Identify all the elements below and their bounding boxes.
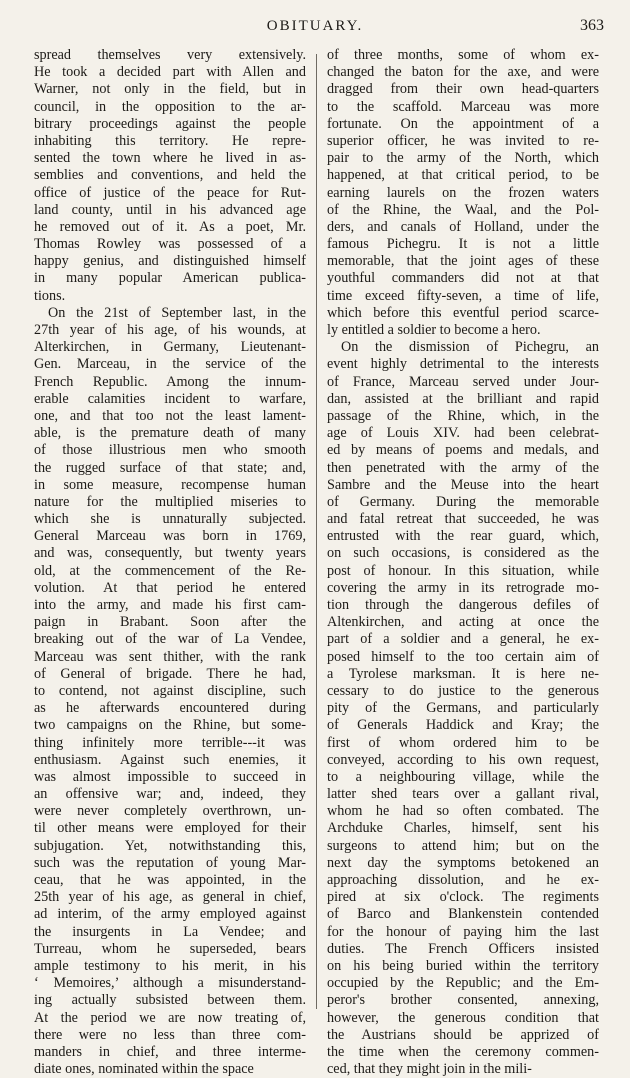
text-line: age of Louis XIV. had been celebrat- <box>327 425 599 442</box>
text-line: French Republic. Among the innum- <box>34 373 306 390</box>
text-line: into the army, and made his first cam- <box>34 597 306 613</box>
column-divider <box>316 54 317 1009</box>
text-line: superior officer, he was invited to re- <box>327 132 599 149</box>
page-number: 363 <box>580 17 604 34</box>
text-line: then penetrated with the army of the <box>327 459 599 476</box>
text-line: bitrary proceedings against the people <box>34 115 306 132</box>
text-line: as he afterwards encountered during <box>34 700 306 717</box>
text-line: nature for the multiplied miseries to <box>34 493 306 510</box>
text-line: Alterkirchen, in Germany, Lieutenant- <box>34 339 306 356</box>
text-line: which before this eventful period scarce- <box>327 304 599 321</box>
text-line: duties. The French Officers insisted <box>327 940 599 957</box>
text-line: sented the town where he lived in as- <box>34 150 306 167</box>
text-line: diate ones, nominated within the space <box>34 1061 254 1078</box>
text-line: ed by means of poems and medals, and <box>327 442 599 459</box>
text-line: were never completely overthrown, un- <box>34 803 306 820</box>
text-line: happy genius, and distinguished himself <box>34 253 306 270</box>
text-line: ceau, that he was appointed, in the <box>34 872 306 888</box>
text-line: Marceau was sent thither, with the rank <box>34 648 306 665</box>
text-line: famous Pichegru. It is not a little <box>327 236 599 253</box>
text-line: pired at six o'clock. The regiments <box>327 889 599 906</box>
text-line: enthusiasm. Against such enemies, it <box>34 751 306 768</box>
text-line: first of whom ordered him to be <box>327 734 599 751</box>
text-line: of three months, some of whom ex- <box>327 47 599 63</box>
text-line: two campaigns on the Rhine, but some- <box>34 717 306 734</box>
text-line: General Marceau was born in 1769, <box>34 528 306 545</box>
text-line: of those illustrious men who smooth <box>34 442 306 459</box>
text-line: posed himself to the too certain aim of <box>327 648 599 665</box>
text-line: semblies and conventions, and held the <box>34 167 306 184</box>
text-line: youthful commanders did not at that <box>327 270 599 287</box>
text-line: Warner, not only in the field, but in <box>34 81 306 98</box>
text-line: Sambre and the Meuse into the heart <box>327 476 599 493</box>
text-line: the time when the ceremony commen- <box>327 1043 599 1060</box>
text-line: erable calamities incident to warfare, <box>34 390 306 407</box>
text-line: post of honour. In this situation, while <box>327 562 599 579</box>
text-line: however, the generous condition that <box>327 1009 599 1026</box>
text-line: inhabiting this territory. He repre- <box>34 132 306 149</box>
text-line: Archduke Charles, himself, sent his <box>327 820 599 837</box>
text-line: passage of the Rhine, which, in the <box>327 407 599 424</box>
text-line: such was the reputation of young Mar- <box>34 854 306 871</box>
text-line: of France, Marceau served under Jour- <box>327 373 599 390</box>
text-line: ad interim, of the army employed against <box>34 906 306 923</box>
text-line: ders, and canals of Holland, under the <box>327 218 599 235</box>
text-line: til other means were employed for their <box>34 820 306 837</box>
text-line: Gen. Marceau, in the service of the <box>34 356 306 373</box>
text-line: changed the baton for the axe, and were <box>327 64 599 81</box>
text-line: breaking out of the war of La Vendee, <box>34 631 306 648</box>
text-line: spread themselves very extensively. <box>34 47 306 63</box>
text-line: entrusted with the rear guard, which, <box>327 528 599 545</box>
text-line: occupied by the Republic; and the Em- <box>327 975 599 992</box>
text-line: able, is the premature death of many <box>34 425 306 442</box>
text-line: time exceed fifty-seven, a time of life, <box>327 287 599 304</box>
text-line: On the dismission of Pichegru, an <box>341 339 599 356</box>
text-line: whom he had so often combated. The <box>327 803 599 820</box>
text-line: on his being buried within the territory <box>327 957 599 974</box>
text-line: dragged from their own head-quarters <box>327 81 599 98</box>
text-line: manders in chief, and three interme- <box>34 1043 306 1060</box>
page-header <box>0 14 630 44</box>
text-line: to the scaffold. Marceau was more <box>327 98 599 115</box>
text-line: ing actually subsisted between them. <box>34 992 306 1009</box>
text-line: conveyed, according to his own request, <box>327 751 599 768</box>
text-line: dan, assisted at the brilliant and rapid <box>327 390 599 407</box>
text-line: event highly detrimental to the interests <box>327 356 599 373</box>
text-line: the rugged surface of that state; and, <box>34 459 306 476</box>
text-line: 25th year of his age, as general in chief, <box>34 889 306 906</box>
text-line: Turreau, whom he superseded, bears <box>34 940 306 957</box>
text-line: 27th year of his age, of his wounds, at <box>34 322 306 338</box>
text-line: office of justice of the peace for Rut- <box>34 184 306 201</box>
text-line: the Austrians should be apprized of <box>327 1026 599 1043</box>
text-line: of Barco and Blankenstein contended <box>327 906 599 923</box>
text-line: pair to the army of the North, which <box>327 150 599 167</box>
text-line: happened, at that critical period, to be <box>327 167 599 184</box>
text-line: part of a soldier and a general, he ex- <box>327 631 599 648</box>
text-line: subjugation. Yet, notwithstanding this, <box>34 837 306 854</box>
text-line: in many popular American publica- <box>34 270 306 287</box>
text-line: old, at the commencement of the Re- <box>34 562 306 579</box>
text-line: he removed out of it. As a poet, Mr. <box>34 218 306 235</box>
text-line: tions. <box>34 287 66 304</box>
text-line: of Generals Haddick and Kray; the <box>327 717 599 734</box>
text-line: of Germany. During the memorable <box>327 493 599 510</box>
text-line: thing infinitely more terrible---it was <box>34 734 306 751</box>
text-line: ced, that they might join in the mili- <box>327 1061 532 1078</box>
text-line: in some measure, recompense human <box>34 476 306 493</box>
text-line: latter shed tears over a gallant rival, <box>327 786 599 803</box>
text-line: which she is unnaturally subjected. <box>34 511 306 528</box>
text-line: Altenkirchen, and acting at once the <box>327 614 599 631</box>
text-line: He took a decided part with Allen and <box>34 64 306 81</box>
text-line: tion through the dangerous defiles of <box>327 597 599 613</box>
text-line: of the Rhine, the Waal, and the Pol- <box>327 201 599 218</box>
text-line: memorable, that the joint ages of these <box>327 253 599 270</box>
text-line: council, in the opposition to the ar- <box>34 98 306 115</box>
text-line: a Tyrolese marksman. It is here ne- <box>327 665 599 682</box>
text-line: for the honour of paying him the last <box>327 923 599 940</box>
text-line: earning laurels on the frozen waters <box>327 184 599 201</box>
text-line: On the 21st of September last, in the <box>48 304 306 321</box>
text-line: land county, until in his advanced age <box>34 201 306 218</box>
text-line: surgeons to attend him; but on the <box>327 837 599 854</box>
text-line: pity of the Germans, and particularly <box>327 700 599 717</box>
text-line: volution. At that period he entered <box>34 579 306 596</box>
text-line: ‘ Memoires,’ although a misunderstand- <box>34 975 306 992</box>
left-column <box>34 47 306 1078</box>
text-line: and fatal retreat that succeeded, he was <box>327 511 599 528</box>
text-line: fortunate. On the appointment of a <box>327 115 599 132</box>
text-line: ly entitled a soldier to become a hero. <box>327 322 541 338</box>
text-line: to a neighbouring village, while the <box>327 768 599 785</box>
text-line: was almost impossible to succeed in <box>34 768 306 785</box>
text-line: the insurgents in La Vendee; and <box>34 923 306 940</box>
text-line: of General of brigade. There he had, <box>34 665 306 682</box>
text-line: approaching dissolution, and he ex- <box>327 872 599 888</box>
text-line: one, and that too not the least lament- <box>34 407 306 424</box>
text-line: ample testimony to his merit, in his <box>34 957 306 974</box>
text-line: next day the symptoms betokened an <box>327 854 599 871</box>
text-line: paign in Brabant. Soon after the <box>34 614 306 631</box>
text-line: cessary to do justice to the generous <box>327 682 599 699</box>
text-line: At the period we are now treating of, <box>34 1009 306 1026</box>
running-title: OBITUARY. <box>266 18 364 34</box>
text-line: and was, consequently, but twenty years <box>34 545 306 562</box>
text-line: an offensive war; and, indeed, they <box>34 786 306 803</box>
text-line: to contend, not against discipline, such <box>34 682 306 699</box>
text-line: covering the army in its retrograde mo- <box>327 579 599 596</box>
text-line: there were no less than three com- <box>34 1026 306 1043</box>
text-line: peror's brother consented, annexing, <box>327 992 599 1009</box>
text-line: on such occasions, is considered as the <box>327 545 599 562</box>
text-line: Thomas Rowley was possessed of a <box>34 236 306 253</box>
right-column <box>327 47 599 1078</box>
